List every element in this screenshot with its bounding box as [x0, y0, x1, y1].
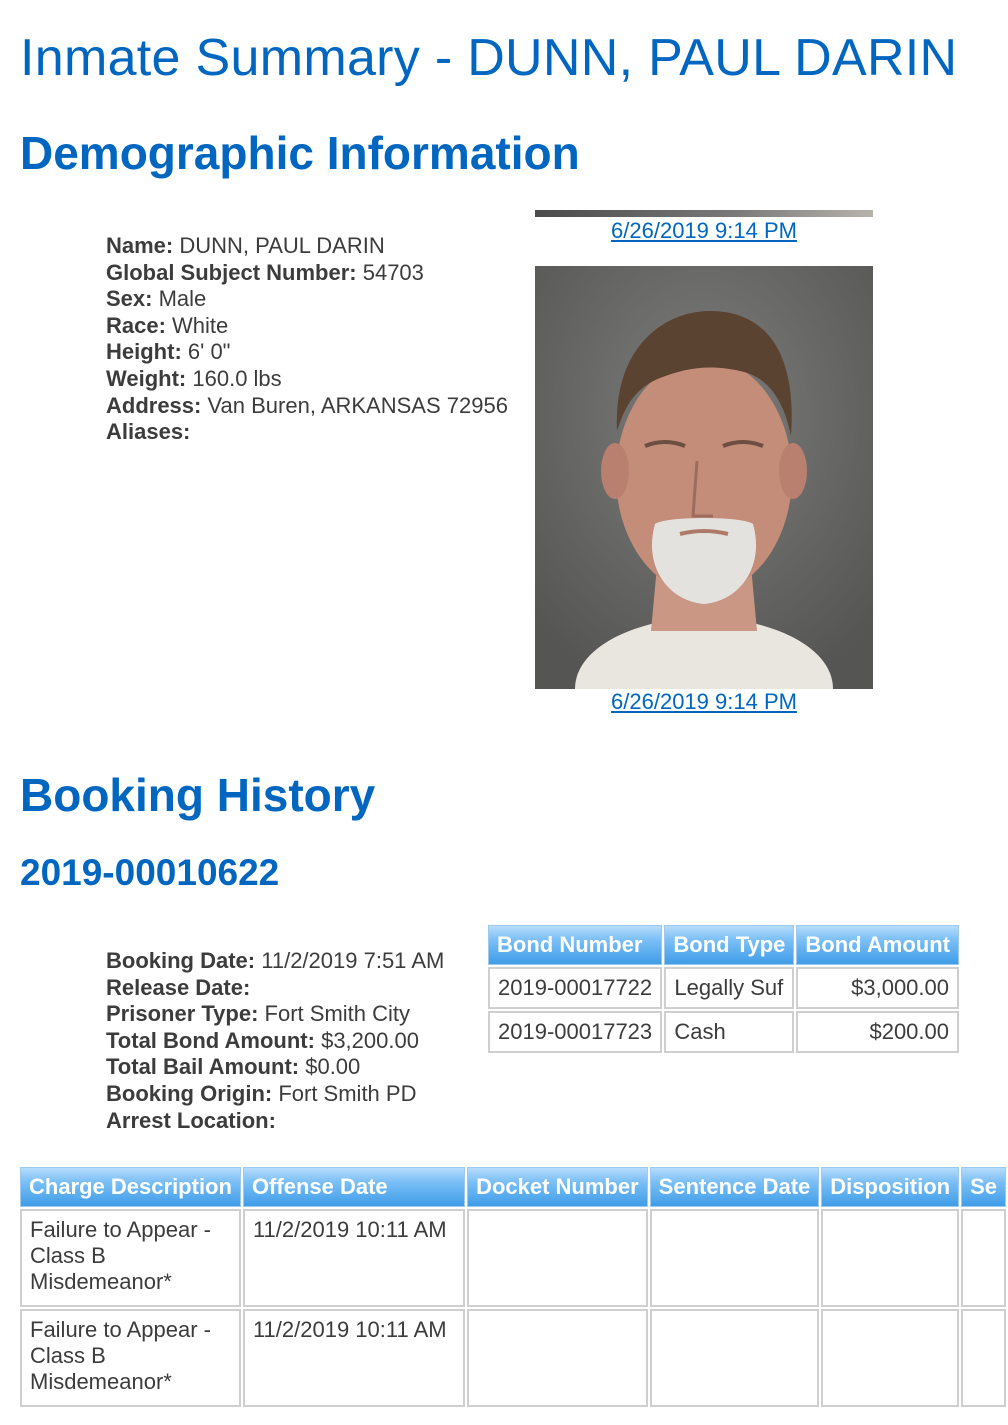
booking-date-row [106, 948, 444, 975]
sex-row [106, 286, 508, 313]
booking-history-heading: Booking History [20, 769, 376, 821]
charge-description-cell: Failure to Appear - Class B Misdemeanor* [20, 1309, 241, 1407]
offense-date-header[interactable]: Offense Date [243, 1167, 465, 1207]
aliases-label: Aliases: [106, 419, 191, 445]
bond-number-cell: 2019-00017723 [488, 1011, 662, 1053]
bond-type-cell: Legally Suf [664, 967, 794, 1009]
booking-date-label: Booking Date: [106, 948, 256, 973]
photo-date-link-1[interactable]: 6/26/2019 9:14 PM [611, 218, 797, 243]
disposition-cell [821, 1209, 959, 1307]
bond-number-header[interactable]: Bond Number [488, 925, 662, 965]
arrest-location-label: Arrest Location: [106, 1107, 276, 1133]
sentence-header-partial[interactable]: Se [961, 1167, 1006, 1207]
weight-row [106, 366, 508, 393]
mugshot-photo[interactable] [535, 266, 873, 689]
booking-origin-value: Fort Smith PD [278, 1080, 417, 1106]
demographic-heading: Demographic Information [20, 127, 580, 179]
bond-amount-cell: $3,000.00 [796, 967, 959, 1009]
page-title: Inmate Summary - DUNN, PAUL DARIN [20, 29, 958, 87]
height-row [106, 339, 508, 366]
mugshot-image [535, 266, 873, 689]
sentence-date-cell [650, 1209, 820, 1307]
release-date-row [106, 975, 444, 1002]
charge-table-header [20, 1167, 1006, 1207]
docket-number-header[interactable]: Docket Number [467, 1167, 648, 1207]
total-bail-row [106, 1054, 444, 1081]
bond-type-cell: Cash [664, 1011, 794, 1053]
offense-date-cell: 11/2/2019 10:11 AM [243, 1309, 465, 1407]
prisoner-type-row [106, 1001, 444, 1028]
table-row [488, 967, 959, 1009]
total-bond-value: $3,200.00 [321, 1027, 419, 1053]
prisoner-type-label: Prisoner Type: [106, 1001, 259, 1027]
name-label: Name: [106, 233, 174, 258]
subject-number-label: Global Subject Number: [106, 259, 357, 285]
sentence-date-cell [650, 1309, 820, 1407]
race-label: Race: [106, 312, 166, 338]
charge-description-cell: Failure to Appear - Class B Misdemeanor* [20, 1209, 241, 1307]
table-row [488, 1011, 959, 1053]
booking-info [106, 948, 444, 1134]
disposition-cell [821, 1309, 959, 1407]
height-label: Height: [106, 339, 182, 365]
disposition-header[interactable]: Disposition [821, 1167, 959, 1207]
sex-label: Sex: [106, 286, 153, 312]
photo-date-link-2[interactable]: 6/26/2019 9:14 PM [611, 689, 797, 714]
total-bond-row [106, 1028, 444, 1055]
address-row [106, 393, 508, 420]
address-label: Address: [106, 392, 202, 418]
previous-photo-edge[interactable] [535, 210, 873, 217]
charge-table [18, 1165, 1008, 1409]
table-row [20, 1209, 1006, 1307]
booking-origin-row [106, 1081, 444, 1108]
bond-amount-cell: $200.00 [796, 1011, 959, 1053]
sentence-date-header[interactable]: Sentence Date [650, 1167, 820, 1207]
weight-value: 160.0 lbs [192, 365, 282, 391]
name-row [106, 233, 508, 260]
bond-table-header [488, 925, 959, 965]
subject-number-value: 54703 [362, 259, 424, 285]
offense-date-cell: 11/2/2019 10:11 AM [243, 1209, 465, 1307]
release-date-label: Release Date: [106, 974, 251, 1000]
weight-label: Weight: [106, 365, 187, 391]
bond-type-header[interactable]: Bond Type [664, 925, 794, 965]
total-bail-value: $0.00 [305, 1054, 361, 1080]
total-bond-label: Total Bond Amount: [106, 1027, 315, 1053]
address-value: Van Buren, ARKANSAS 72956 [207, 392, 508, 418]
bond-amount-header[interactable]: Bond Amount [796, 925, 959, 965]
charge-description-header[interactable]: Charge Description [20, 1167, 241, 1207]
sex-value: Male [158, 286, 207, 312]
total-bail-label: Total Bail Amount: [106, 1054, 300, 1080]
prisoner-type-value: Fort Smith City [264, 1001, 411, 1027]
docket-number-cell [467, 1309, 648, 1407]
booking-date-value: 11/2/2019 7:51 AM [261, 948, 445, 973]
subject-number-row [106, 260, 508, 287]
booking-number: 2019-00010622 [20, 852, 280, 893]
sentence-cell [961, 1209, 1006, 1307]
race-row [106, 313, 508, 340]
sentence-cell [961, 1309, 1006, 1407]
bond-number-cell: 2019-00017722 [488, 967, 662, 1009]
docket-number-cell [467, 1209, 648, 1307]
aliases-row [106, 419, 508, 446]
height-value: 6' 0" [187, 339, 231, 365]
table-row [20, 1309, 1006, 1407]
booking-origin-label: Booking Origin: [106, 1080, 273, 1106]
demographic-info [106, 233, 508, 446]
arrest-location-row [106, 1108, 444, 1135]
bond-table [486, 923, 961, 1055]
race-value: White [172, 312, 229, 338]
name-value: DUNN, PAUL DARIN [179, 233, 385, 258]
